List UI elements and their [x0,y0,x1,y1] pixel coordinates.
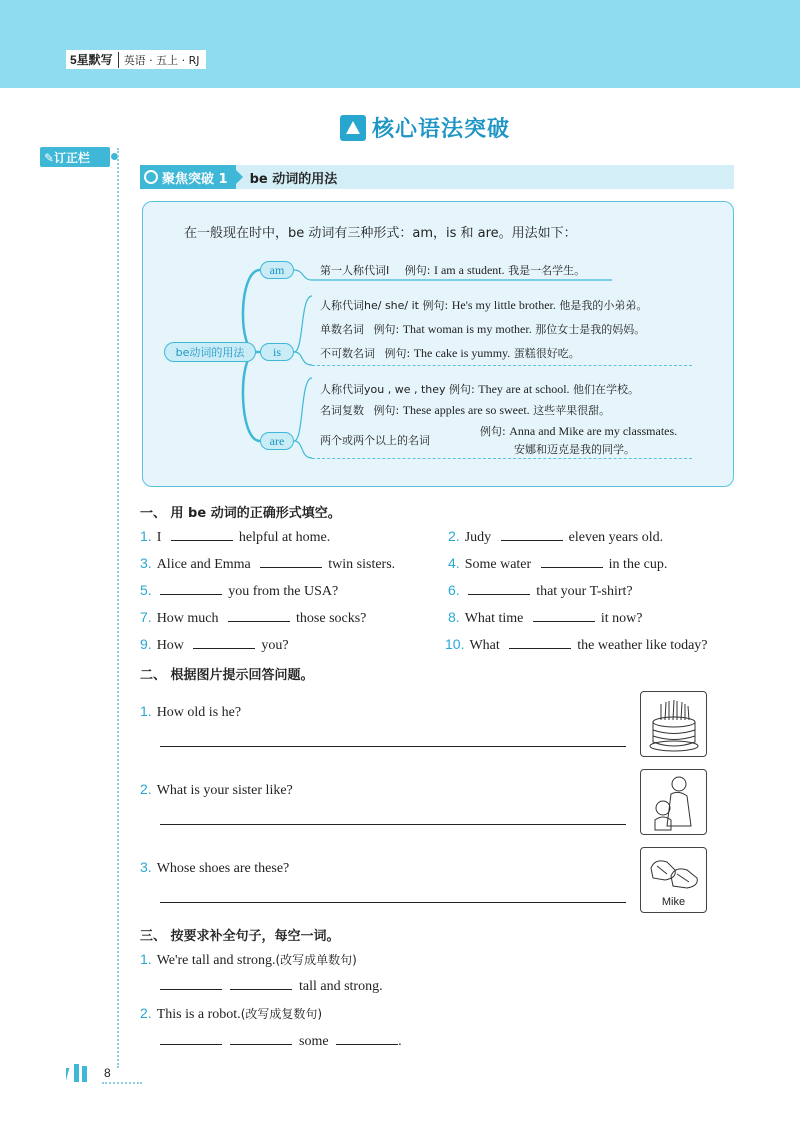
answer-blank[interactable] [230,1033,292,1045]
mother-child-picture [640,769,707,835]
fill-item-10: 10. What the weather like today? [445,636,708,653]
rule-are-1: 人称代词you , we , they 例句: They are at school. 他们在学校。 [320,382,640,396]
fill-item-3: 3. Alice and Emma twin sisters. [140,555,396,572]
divider-is [312,365,692,366]
focus-topic: be 动词的用法 [249,171,338,187]
rule-are-3-example: 例句: Anna and Mike are my classmates. [480,424,678,438]
mother-and-child-icon [641,770,708,836]
answer-blank[interactable] [509,637,571,649]
picture-question-1: 1. How old is he? [140,703,242,720]
fill-item-7: 7. How much those socks? [140,609,367,626]
answer-blank[interactable] [468,583,530,595]
page-number: 8 [104,1066,111,1080]
fill-item-8: 8. What time it now? [448,609,643,626]
correction-column-label: ✎订正栏 [44,150,91,165]
rule-are-3-translation: 安娜和迈克是我的同学。 [514,443,635,456]
birthday-cake-picture [640,691,707,757]
section-3-heading: 三、 按要求补全句子，每空一词。 [140,929,340,944]
answer-blank[interactable] [541,556,603,568]
picture-question-2: 2. What is your sister like? [140,781,293,798]
connector-are-2 [294,441,312,458]
shoes-owner-label: Mike [661,896,686,908]
answer-blank[interactable] [160,583,222,595]
branch-are [243,352,260,441]
fill-item-1: 1. I helpful at home. [140,528,331,545]
rule-is-3: 不可数名词 例句: The cake is yummy. 蛋糕很好吃。 [320,346,580,360]
subject-name: 英语 · 五上 · RJ [118,52,200,68]
answer-blank[interactable] [160,978,222,990]
answer-blank[interactable] [533,610,595,622]
divider-are [312,458,692,459]
fill-item-9: 9. How you? [140,636,289,653]
rewrite-answer-2: some . [160,1033,402,1050]
answer-blank[interactable] [160,1033,222,1045]
mind-map-center: be动词的用法 [164,342,256,362]
rule-are-2: 名词复数 例句: These apples are so sweet. 这些苹果很甜。 [320,403,611,417]
rule-is-1: 人称代词he/ she/ it 例句: He's my little brother. 他是我的小弟弟。 [320,298,648,312]
connector-is-2 [294,352,312,365]
rewrite-question-2: 2. This is a robot.(改写成复数句) [140,1005,323,1022]
birthday-cake-icon [641,692,708,758]
answer-blank[interactable] [228,610,290,622]
node-are: are [260,432,294,450]
answer-blank[interactable] [501,529,563,541]
fill-item-4: 4. Some water in the cup. [448,555,668,572]
answer-blank[interactable] [336,1033,398,1045]
fill-item-6: 6. that your T-shirt? [448,582,633,599]
answer-blank[interactable] [193,637,255,649]
grammar-intro: 在一般现在时中，be 动词有三种形式：am，is 和 are。用法如下： [184,226,577,241]
section-1-heading: 一、 用 be 动词的正确形式填空。 [140,506,341,521]
branch-am [243,270,260,352]
section-2-heading: 二、 根据图片提示回答问题。 [140,668,314,683]
answer-blank[interactable] [230,978,292,990]
answer-blank[interactable] [260,556,322,568]
connector-are-1 [294,378,312,441]
rule-am-1: 第一人称代词I 例句: I am a student. 我是一名学生。 [320,263,586,277]
node-is: is [260,343,294,361]
fill-item-2: 2. Judy eleven years old. [448,528,664,545]
answer-line[interactable] [160,824,626,825]
rule-are-3-label: 两个或两个以上的名词 [320,434,430,447]
rewrite-answer-1: tall and strong. [160,978,383,995]
rewrite-question-1: 1. We're tall and strong.(改写成单数句) [140,951,357,968]
brand-name: 5星默写 [70,53,113,67]
answer-blank[interactable] [171,529,233,541]
fill-item-5: 5. you from the USA? [140,582,339,599]
answer-line[interactable] [160,746,626,747]
answer-line[interactable] [160,902,626,903]
shoes-picture [640,847,707,913]
connector-is-1 [294,296,312,352]
page-number-books-icon [66,1062,96,1082]
focus-tag-label: 聚焦突破 1 [162,171,228,187]
node-am: am [260,261,294,279]
rule-is-2: 单数名词 例句: That woman is my mother. 那位女士是我的妈妈。 [320,322,646,336]
page-title-text: 核心语法突破 [372,117,511,142]
footer-dots [102,1082,142,1084]
picture-question-3: 3. Whose shoes are these? [140,859,290,876]
